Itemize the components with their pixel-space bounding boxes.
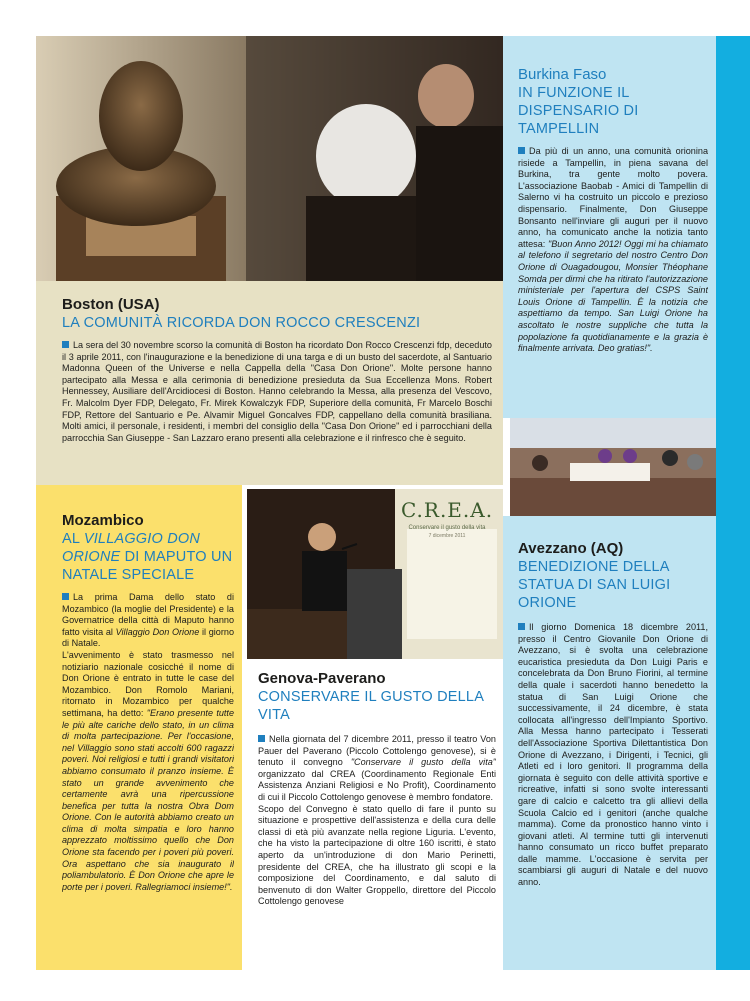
mozambico-body1-post: il giorno di Natale. [62, 626, 234, 649]
boston-place: Boston (USA) [62, 296, 160, 313]
slide-title: C.R.E.A. [400, 498, 494, 522]
mozambico-place: Mozambico [62, 512, 144, 529]
mozambico-body2: L'avvenimento è stato trasmesso nel notiziario nazionale cosicché il nome di Don Orione è entrato in tutte le case del Mozambico. Don Romolo Mariani, ritornato in Mozambico per qualche settimana, ha detto: [62, 649, 234, 718]
genova-body1-italic: "Conservare il gusto della vita" [350, 757, 496, 768]
burkina-place: Burkina Faso [518, 66, 607, 83]
bullet-square-icon [62, 593, 69, 600]
burkina-ceremony-photo [510, 418, 716, 516]
genova-body1-post: organizzato dal CREA (Coordinamento Regionale Enti Assistenza Anziani Religiosi e No Profit), Coordinamento di cui il Piccolo Cottolengo genovese è membro fondatore. [258, 768, 496, 802]
avezzano-article [518, 622, 708, 889]
genova-title: CONSERVARE IL GUSTO DELLA VITA [258, 689, 484, 723]
cyan-side-bar [716, 36, 750, 970]
bullet-square-icon [518, 623, 525, 630]
burkina-article [518, 146, 708, 355]
boston-article [62, 340, 492, 444]
genova-place: Genova-Paverano [258, 670, 386, 687]
boston-bust-photo [36, 36, 503, 281]
bullet-square-icon [62, 341, 69, 348]
mozambico-body1: La prima Dama dello stato di Mozambico (la moglie del Presidente) e la Governatrice della città di Maputo hanno fatto visita al [62, 592, 234, 637]
avezzano-body: Il giorno Domenica 18 dicembre 2011, presso il Centro Giovanile Don Orione di Avezzano, si è svolta una celebrazione eucaristica presieduta da Don Luigi Paris e concelebrata da Don Bruno Fiorini, al termine della quale i sacerdoti hanno benedetto la statua di San Luigi Orione che successivamente, il 24 dicembre, è stata collocata all'ingresso dell'Impianto Sportivo. Alla Messa hanno partecipato i Tesserati dell'Associazione Sportiva Dilettantistica Don Orione di Avezzano, i Dirigenti, i Tecnici, gli Atleti ed i loro genitori. Il programma della giornata è seguito con delle attività sportive e ricreative, infatti si sono svolte interessanti gare di calcio e calcetto tra gli allievi della Scuola Calcio ed i genitori (anche qualche mamma). Come da pronostico hanno vinto i giovani atleti. Al termine tutti gli intervenuti hanno consumato un ricco buffet preparato dalle mamme. L'occasione è servita per scambiarsi gli auguri di Natale e del nuovo anno. [518, 622, 708, 888]
slide-subtitle: Conservare il gusto della vita [408, 525, 486, 531]
mozambico-title [62, 530, 234, 584]
boston-body: La sera del 30 novembre scorso la comunità di Boston ha ricordato Don Rocco Crescenzi fdp, deceduto il 3 aprile 2011, con l'inaugurazione e la benedizione di una targa e di un busto del sacerdote, al Santuario Madonna Queen of the Universe e nella Cappella della "Casa Don Orione". Molte persone hanno partecipato alla Messa e alla cerimonia di benedizione presieduta da Sua Eccellenza Mons. Robert Hennessey, Ausiliare dell'Arcidiocesi di Boston. Hanno celebrando la Messa, alla presenza del Vescovo, Fr. Malcolm Dyer FDP, Delegato, Fr. Mirek Kowalczyk FDP, Superiore della comunità, Fr Marcelo Boschi FDP, Rettore del Santuario e Pe. Alvamir Miguel Goncalves FDP, cappellano della comunità brasiliana. Molti amici, il personale, i residenti, i membri del consiglio della "Casa Don Orione" ed i parrocchiani della parrocchia San Giuseppe - San Lazzaro erano presenti alla celebrazione e il rinfresco che è seguito. [62, 340, 492, 443]
mozambico-quote: "Erano presente tutte le più alte cariche dello stato, in un clima di molta partecipazione. Per l'occasione, nel Villaggio sono stati accolti 600 ragazzi poveri. Noi religiosi e tutti i grandi visitatori abbiamo consumato il pranzo insieme. È stato un grande avvenimento che certamente avrà una ripercussione benefica per tutta la nostra Obra Dom Orione. Con le autorità abbiamo creato un clima di molta simpatia e loro hanno apprezzato moltissimo quello che Don Orione sta facendo per i poveri più poveri. Ora aspettano che sia inaugurato il poliambulatorio. È Don Orione che apre le porte per i poveri. Rallegriamoci insieme!". [62, 707, 234, 892]
burkina-quote: "Buon Anno 2012! Oggi mi ha chiamato al telefono il segretario del nostro Centro Don Orione di Ouagadougou, Monsier Théophane Somda per dirmi che ha ritirato l'autorizzazione ministeriale per l'apertura del CSPS Saint Louis Orione di Tampellin. È la notizia che aspettiamo da tempo. San Luigi Orione ha ascoltato le nostre suppliche che tutta la popolazione fa quotidianamente e la grazia è finalmente arrivata. Deo gratias!". [518, 238, 708, 354]
mozambico-article [62, 592, 234, 893]
avezzano-place: Avezzano (AQ) [518, 540, 624, 557]
mozambico-body1-italic: Villaggio Don Orione [115, 626, 200, 637]
genova-body2: Scopo del Convegno è stato quello di fare il punto su situazione e prospettive dell'assistenza e della cura delle classi di età più avanzate nella regione Liguria. L'evento, che ha visto la partecipazione di oltre 160 iscritti, è stato aperto da un'introduzione di don Mario Perinetti, presidente del CREA, che ha illustrato gli scopi e la composizione del Coordinamento, e dal saluto di benvenuto di don Walter Groppello, direttore del Piccolo Cottolengo genovese [258, 803, 496, 907]
burkina-title: IN FUNZIONE IL DISPENSARIO DI TAMPELLIN [518, 85, 639, 137]
avezzano-title: BENEDIZIONE DELLA STATUA DI SAN LUIGI ORIONE [518, 559, 671, 611]
genova-body1-pre: Nella giornata del 7 dicembre 2011, presso il teatro Von Pauer del Paverano (Piccolo Cottolengo genovese), si è tenuto il convegno [258, 734, 496, 768]
slide-date: 7 dicembre 2011 [428, 533, 466, 539]
bullet-square-icon [518, 147, 525, 154]
genova-article [258, 734, 496, 908]
mozambico-title-italic: VILLAGGIO DON ORIONE [62, 531, 201, 565]
burkina-body: Da più di un anno, una comunità orionina risiede a Tampellin, in piena savana del Burkina, tra gente molto povera. L'associazione Baobab - Amici di Tampellin di Salerno vi ha costruito un piccolo e prezioso dispensario. Finalmente, Don Giuseppe Bonsanto nell'inviare gli auguri per il nuovo anno, ha comunicato anche la notizia tanto attesa: [518, 146, 708, 249]
mozambico-title-pre: AL [62, 531, 84, 547]
mozambico-title-post: DI MAPUTO UN NATALE SPECIALE [62, 549, 233, 583]
boston-title: LA COMUNITÀ RICORDA DON ROCCO CRESCENZI [62, 315, 421, 331]
bullet-square-icon [258, 735, 265, 742]
